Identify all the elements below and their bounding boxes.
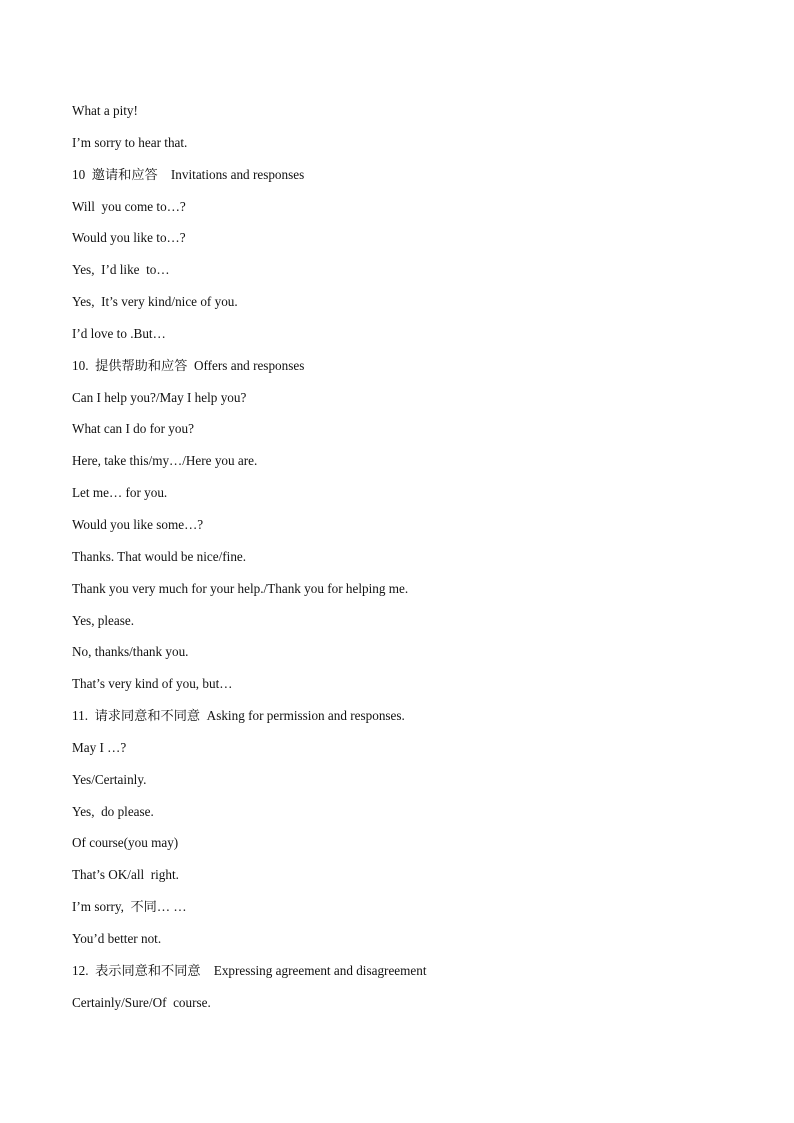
text-line: You’d better not. [72, 930, 162, 946]
text-line: I’d love to .But… [72, 325, 166, 341]
text-line: Here, take this/my…/Here you are. [72, 453, 258, 469]
text-line: No, thanks/thank you. [72, 644, 189, 660]
text-line: What can I do for you? [72, 421, 194, 437]
text-line: Would you like to…? [72, 230, 186, 246]
text-line: Yes, please. [72, 612, 135, 628]
text-line: May I …? [72, 739, 127, 755]
text-line: Yes/Certainly. [72, 771, 147, 787]
text-line: I’m sorry to hear that. [72, 134, 188, 150]
section-heading: 10. 提供帮助和应答 Offers and responses [72, 357, 305, 373]
text-line: What a pity! [72, 103, 138, 118]
section-heading: 10 邀请和应答 Invitations and responses [72, 166, 305, 182]
text-line: Thank you very much for your help./Thank you for helping me. [72, 580, 409, 596]
text-line: Can I help you?/May I help you? [72, 389, 247, 405]
text-line: Yes, It’s very kind/nice of you. [72, 294, 238, 310]
section-heading: 11. 请求同意和不同意 Asking for permission and responses. [72, 708, 405, 724]
text-line: I’m sorry, 不同… … [72, 899, 187, 915]
text-line: Will you come to…? [72, 198, 186, 214]
text-line: Let me… for you. [72, 485, 168, 501]
section-heading: 12. 表示同意和不同意 Expressing agreement and disagreement [72, 962, 427, 978]
text-line: Would you like some…? [72, 516, 204, 532]
text-line: That’s OK/all right. [72, 867, 179, 883]
phrase-list [72, 101, 752, 1024]
text-line: Yes, I’d like to… [72, 262, 170, 278]
text-line: That’s very kind of you, but… [72, 676, 233, 692]
text-line: Thanks. That would be nice/fine. [72, 548, 247, 564]
text-line: Certainly/Sure/Of course. [72, 994, 211, 1010]
text-line: Yes, do please. [72, 803, 154, 819]
text-line: Of course(you may) [72, 835, 179, 851]
